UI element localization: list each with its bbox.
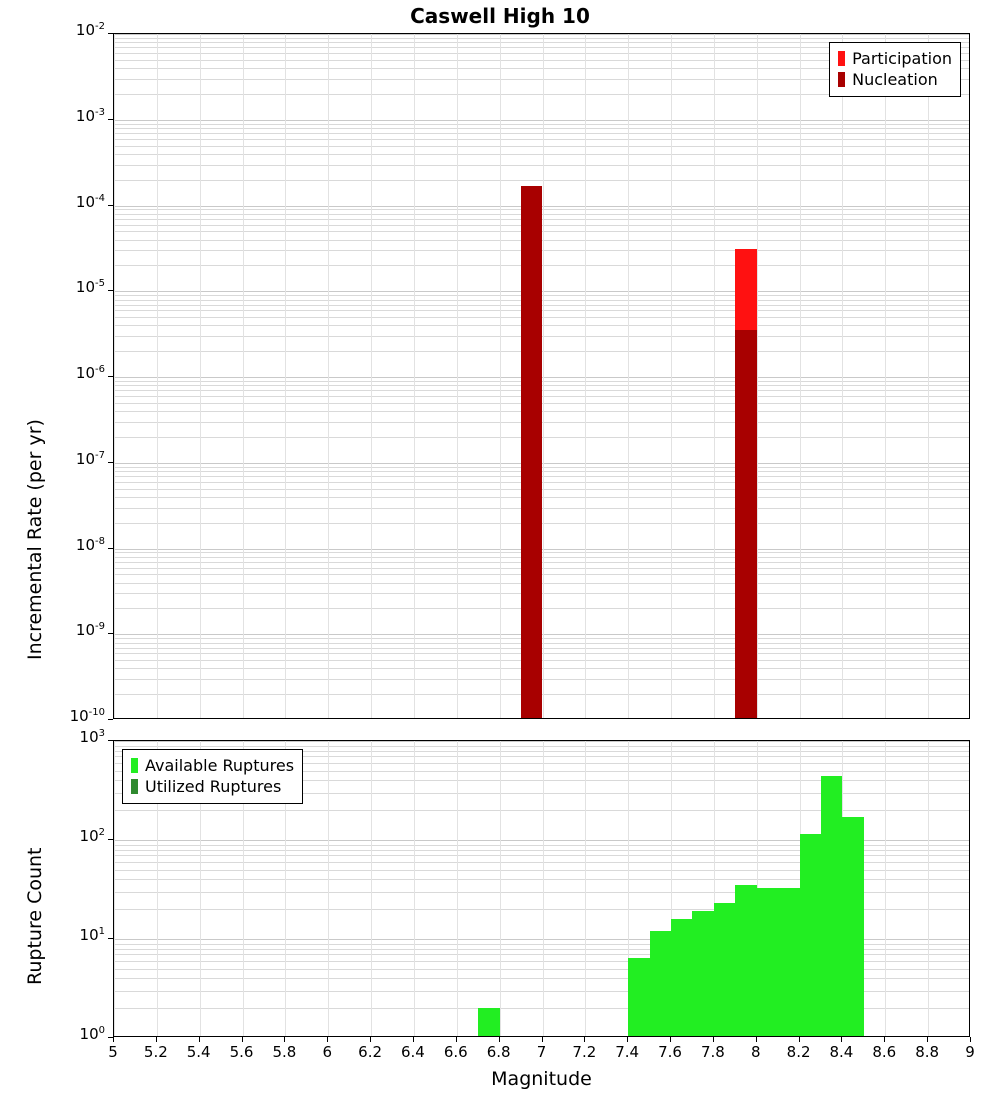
x-tick-label: 6.6	[443, 1043, 468, 1061]
bar	[628, 958, 649, 1037]
y-tick-label: $10^0$	[79, 1025, 105, 1043]
rupture-count-plot	[113, 740, 970, 1037]
x-tick-mark	[970, 1037, 971, 1042]
y-axis-label-top: Incremental Rate (per yr)	[24, 419, 46, 660]
bar	[842, 817, 863, 1037]
x-tick-mark	[670, 1037, 671, 1042]
y-tick-label: $10^{-3}$	[75, 106, 105, 125]
bar	[800, 834, 821, 1037]
bar	[778, 888, 799, 1037]
y-tick-label: $10^{-5}$	[75, 278, 105, 297]
incremental-rate-plot	[113, 33, 970, 719]
y-tick-label: $10^{-10}$	[69, 707, 105, 725]
y-axis-label-bottom: Rupture Count	[24, 847, 46, 985]
legend-item-participation	[838, 48, 952, 69]
x-tick-label: 5	[108, 1043, 118, 1061]
y-tick-label: $10^2$	[79, 827, 105, 845]
x-tick-mark	[884, 1037, 885, 1042]
x-tick-label: 8.4	[829, 1043, 854, 1061]
x-tick-mark	[542, 1037, 543, 1042]
x-tick-mark	[199, 1037, 200, 1042]
bar	[757, 888, 778, 1037]
legend-label-participation: Participation	[852, 49, 952, 68]
x-tick-mark	[841, 1037, 842, 1042]
y-tick-mark	[108, 290, 113, 291]
y-tick-label: $10^{-9}$	[75, 621, 105, 640]
x-tick-label: 7	[536, 1043, 547, 1061]
bar	[821, 776, 842, 1037]
legend-label-utilized-ruptures: Utilized Ruptures	[145, 777, 282, 796]
x-tick-mark	[413, 1037, 414, 1042]
legend-label-nucleation: Nucleation	[852, 70, 938, 89]
y-tick-label: $10^1$	[79, 926, 105, 944]
x-tick-label: 9	[965, 1043, 975, 1061]
y-tick-mark	[108, 719, 113, 720]
x-tick-mark	[713, 1037, 714, 1042]
y-tick-label: $10^{-6}$	[75, 364, 105, 382]
x-tick-mark	[156, 1037, 157, 1042]
x-tick-mark	[370, 1037, 371, 1042]
x-tick-label: 5.2	[143, 1043, 168, 1061]
x-tick-label: 8	[750, 1043, 761, 1061]
x-tick-label: 6.2	[358, 1043, 383, 1061]
utilized-ruptures-color-swatch	[131, 779, 138, 794]
available-ruptures-color-swatch	[131, 758, 138, 773]
bar	[714, 903, 735, 1037]
x-tick-label: 6.8	[486, 1043, 511, 1061]
page-title: Caswell High 10	[410, 4, 590, 28]
x-tick-label: 8.6	[872, 1043, 897, 1061]
y-tick-label: $10^3$	[79, 728, 105, 746]
legend-item-nucleation	[838, 69, 952, 90]
x-tick-mark	[927, 1037, 928, 1042]
y-tick-mark	[108, 33, 113, 34]
y-tick-label: $10^{-2}$	[75, 21, 105, 39]
x-tick-label: 7.8	[700, 1043, 725, 1061]
bar	[735, 885, 756, 1037]
y-tick-mark	[108, 548, 113, 549]
y-tick-mark	[108, 462, 113, 463]
y-tick-label: $10^{-4}$	[75, 192, 105, 211]
bars-top	[114, 34, 969, 718]
x-tick-label: 7.6	[658, 1043, 682, 1061]
x-tick-mark	[113, 1037, 114, 1042]
x-tick-mark	[456, 1037, 457, 1042]
x-tick-label: 6.4	[401, 1043, 425, 1061]
x-tick-mark	[499, 1037, 500, 1042]
participation-color-swatch	[838, 51, 845, 66]
x-tick-label: 7.4	[615, 1043, 640, 1061]
x-tick-label: 8.8	[915, 1043, 940, 1061]
x-tick-mark	[756, 1037, 757, 1042]
x-tick-label: 7.2	[572, 1043, 597, 1061]
y-tick-mark	[108, 119, 113, 120]
x-axis-label: Magnitude	[491, 1068, 592, 1090]
y-tick-mark	[108, 205, 113, 206]
x-tick-mark	[799, 1037, 800, 1042]
y-tick-mark	[108, 938, 113, 939]
x-tick-mark	[627, 1037, 628, 1042]
bar	[671, 919, 692, 1037]
x-tick-label: 6	[322, 1043, 333, 1061]
y-tick-label: $10^{-7}$	[75, 449, 105, 468]
bar	[735, 330, 756, 719]
y-tick-mark	[108, 740, 113, 741]
x-tick-mark	[284, 1037, 285, 1042]
nucleation-color-swatch	[838, 72, 845, 87]
legend-label-available-ruptures: Available Ruptures	[145, 756, 295, 775]
bar	[478, 1008, 499, 1037]
legend-bottom	[122, 749, 303, 804]
legend-item-available-ruptures	[131, 755, 294, 776]
y-tick-mark	[108, 633, 113, 634]
legend-item-utilized-ruptures	[131, 776, 294, 797]
x-tick-label: 8.2	[786, 1043, 811, 1061]
x-tick-mark	[327, 1037, 328, 1042]
y-tick-mark	[108, 376, 113, 377]
x-tick-mark	[242, 1037, 243, 1042]
x-tick-label: 5.8	[272, 1043, 297, 1061]
legend-top	[829, 42, 961, 97]
bar	[650, 931, 671, 1037]
bar	[692, 911, 713, 1037]
x-tick-label: 5.6	[229, 1043, 254, 1061]
x-tick-label: 5.4	[186, 1043, 211, 1061]
x-tick-mark	[584, 1037, 585, 1042]
y-tick-mark	[108, 839, 113, 840]
y-tick-label: $10^{-8}$	[75, 535, 105, 554]
bar	[521, 186, 542, 719]
